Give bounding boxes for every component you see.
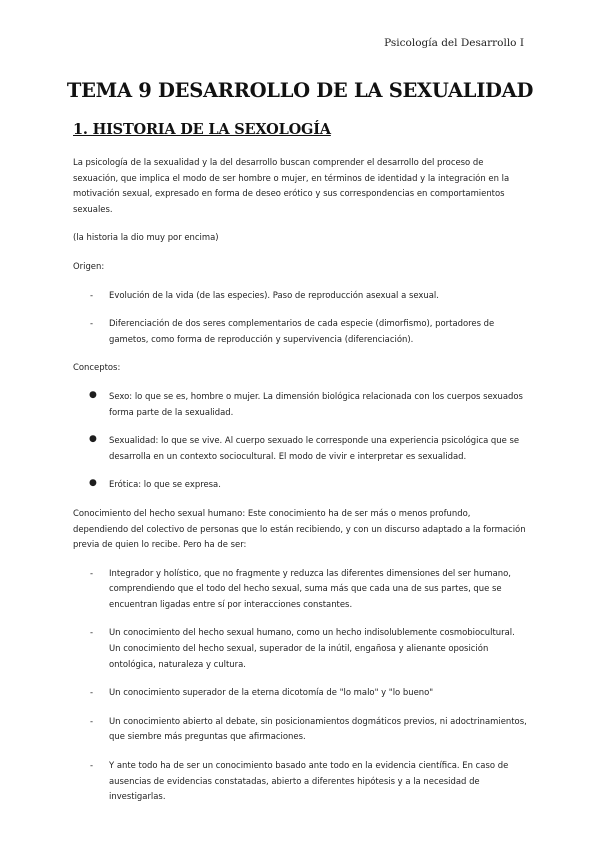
origen-list xyxy=(73,288,527,348)
list-item-text: Un conocimiento abierto al debate, sin posicionamientos dogmáticos previos, ni adoctrinamientos, que siembre más preguntas que afirmaciones. xyxy=(109,715,527,742)
list-item xyxy=(73,389,527,420)
section-body xyxy=(73,155,527,805)
list-item-text: Sexo: lo que se es, hombre o mujer. La dimensión biológica relacionada con los cuerpos sexuados forma parte de la sexualidad. xyxy=(109,390,523,417)
conceptos-list xyxy=(73,389,527,493)
list-item xyxy=(73,714,527,745)
running-header: Psicología del Desarrollo I xyxy=(384,37,524,49)
bullet-dot-icon: ● xyxy=(89,478,97,489)
bullet-dot-icon: ● xyxy=(89,389,97,400)
intro-paragraph: La psicología de la sexualidad y la del desarrollo buscan comprender el desarrollo del proceso de sexuación, que implica el modo de ser hombre o mujer, en términos de identidad y la integración en la motivación sexual, expresado en forma de deseo erótico y sus correspondencias en comportamientos sexuales. xyxy=(73,157,510,214)
dash-marker: - xyxy=(90,318,94,329)
list-item xyxy=(73,758,527,805)
origen-label: Origen: xyxy=(73,260,105,271)
list-item xyxy=(73,316,527,347)
dash-marker: - xyxy=(90,687,94,698)
list-item-text: Un conocimiento del hecho sexual humano, como un hecho indisolublemente cosmobiocultural. Un conocimiento del hecho sexual, superador de la inútil, engañosa y alienante oposición ontológica, naturaleza y cultura. xyxy=(109,627,515,669)
list-item-text: Integrador y holístico, que no fragmente y reduzca las diferentes dimensiones del ser humano, comprendiendo que el todo del hecho sexual, suma más que cada una de sus partes, que se encuentran ligadas entre sí por interacciones constantes. xyxy=(109,567,511,609)
document-title: TEMA 9 DESARROLLO DE LA SEXUALIDAD xyxy=(66,79,534,102)
dash-marker: - xyxy=(90,760,94,771)
list-item xyxy=(73,625,527,672)
list-item xyxy=(73,566,527,613)
dash-marker: - xyxy=(90,289,94,300)
list-item-text: Y ante todo ha de ser un conocimiento basado ante todo en la evidencia científica. En caso de ausencias de evidencias constatadas, abierto a diferentes hipótesis y a la necesidad de investigarlas. xyxy=(109,760,509,802)
list-item-text: Un conocimiento superador de la eterna dicotomía de "lo malo" y "lo bueno" xyxy=(109,687,434,698)
section-heading: 1. HISTORIA DE LA SEXOLOGÍA xyxy=(73,121,331,138)
dash-marker: - xyxy=(90,715,94,726)
list-item-text: Diferenciación de dos seres complementarios de cada especie (dimorfismo), portadores de gametos, como forma de reproducción y supervivencia (diferenciación). xyxy=(109,318,495,344)
dash-marker: - xyxy=(90,567,94,578)
list-item xyxy=(73,433,527,464)
list-item-text: Erótica: lo que se expresa. xyxy=(109,479,221,490)
list-item-text: Evolución de la vida (de las especies). Paso de reproducción asexual a sexual. xyxy=(109,289,439,300)
conocimiento-paragraph: Conocimiento del hecho sexual humano: Este conocimiento ha de ser más o menos profundo, dependiendo del colectivo de personas que lo están recibiendo, y con un discurso adaptado a la formación previa de quien lo recibe. Pero ha de ser: xyxy=(73,507,526,550)
conceptos-label: Conceptos: xyxy=(73,362,121,373)
bullet-dot-icon: ● xyxy=(89,434,97,445)
list-item-text: Sexualidad: lo que se vive. Al cuerpo sexuado le corresponde una experiencia psicológica que se desarrolla en un contexto sociocultural. El modo de vivir e interpretar es sexualidad. xyxy=(109,435,520,461)
list-item xyxy=(73,685,527,701)
conocimiento-list xyxy=(73,566,527,805)
list-item xyxy=(73,288,527,304)
dash-marker: - xyxy=(90,627,94,638)
note-paragraph: (la historia la dio muy por encima) xyxy=(73,232,219,243)
list-item xyxy=(73,477,527,493)
